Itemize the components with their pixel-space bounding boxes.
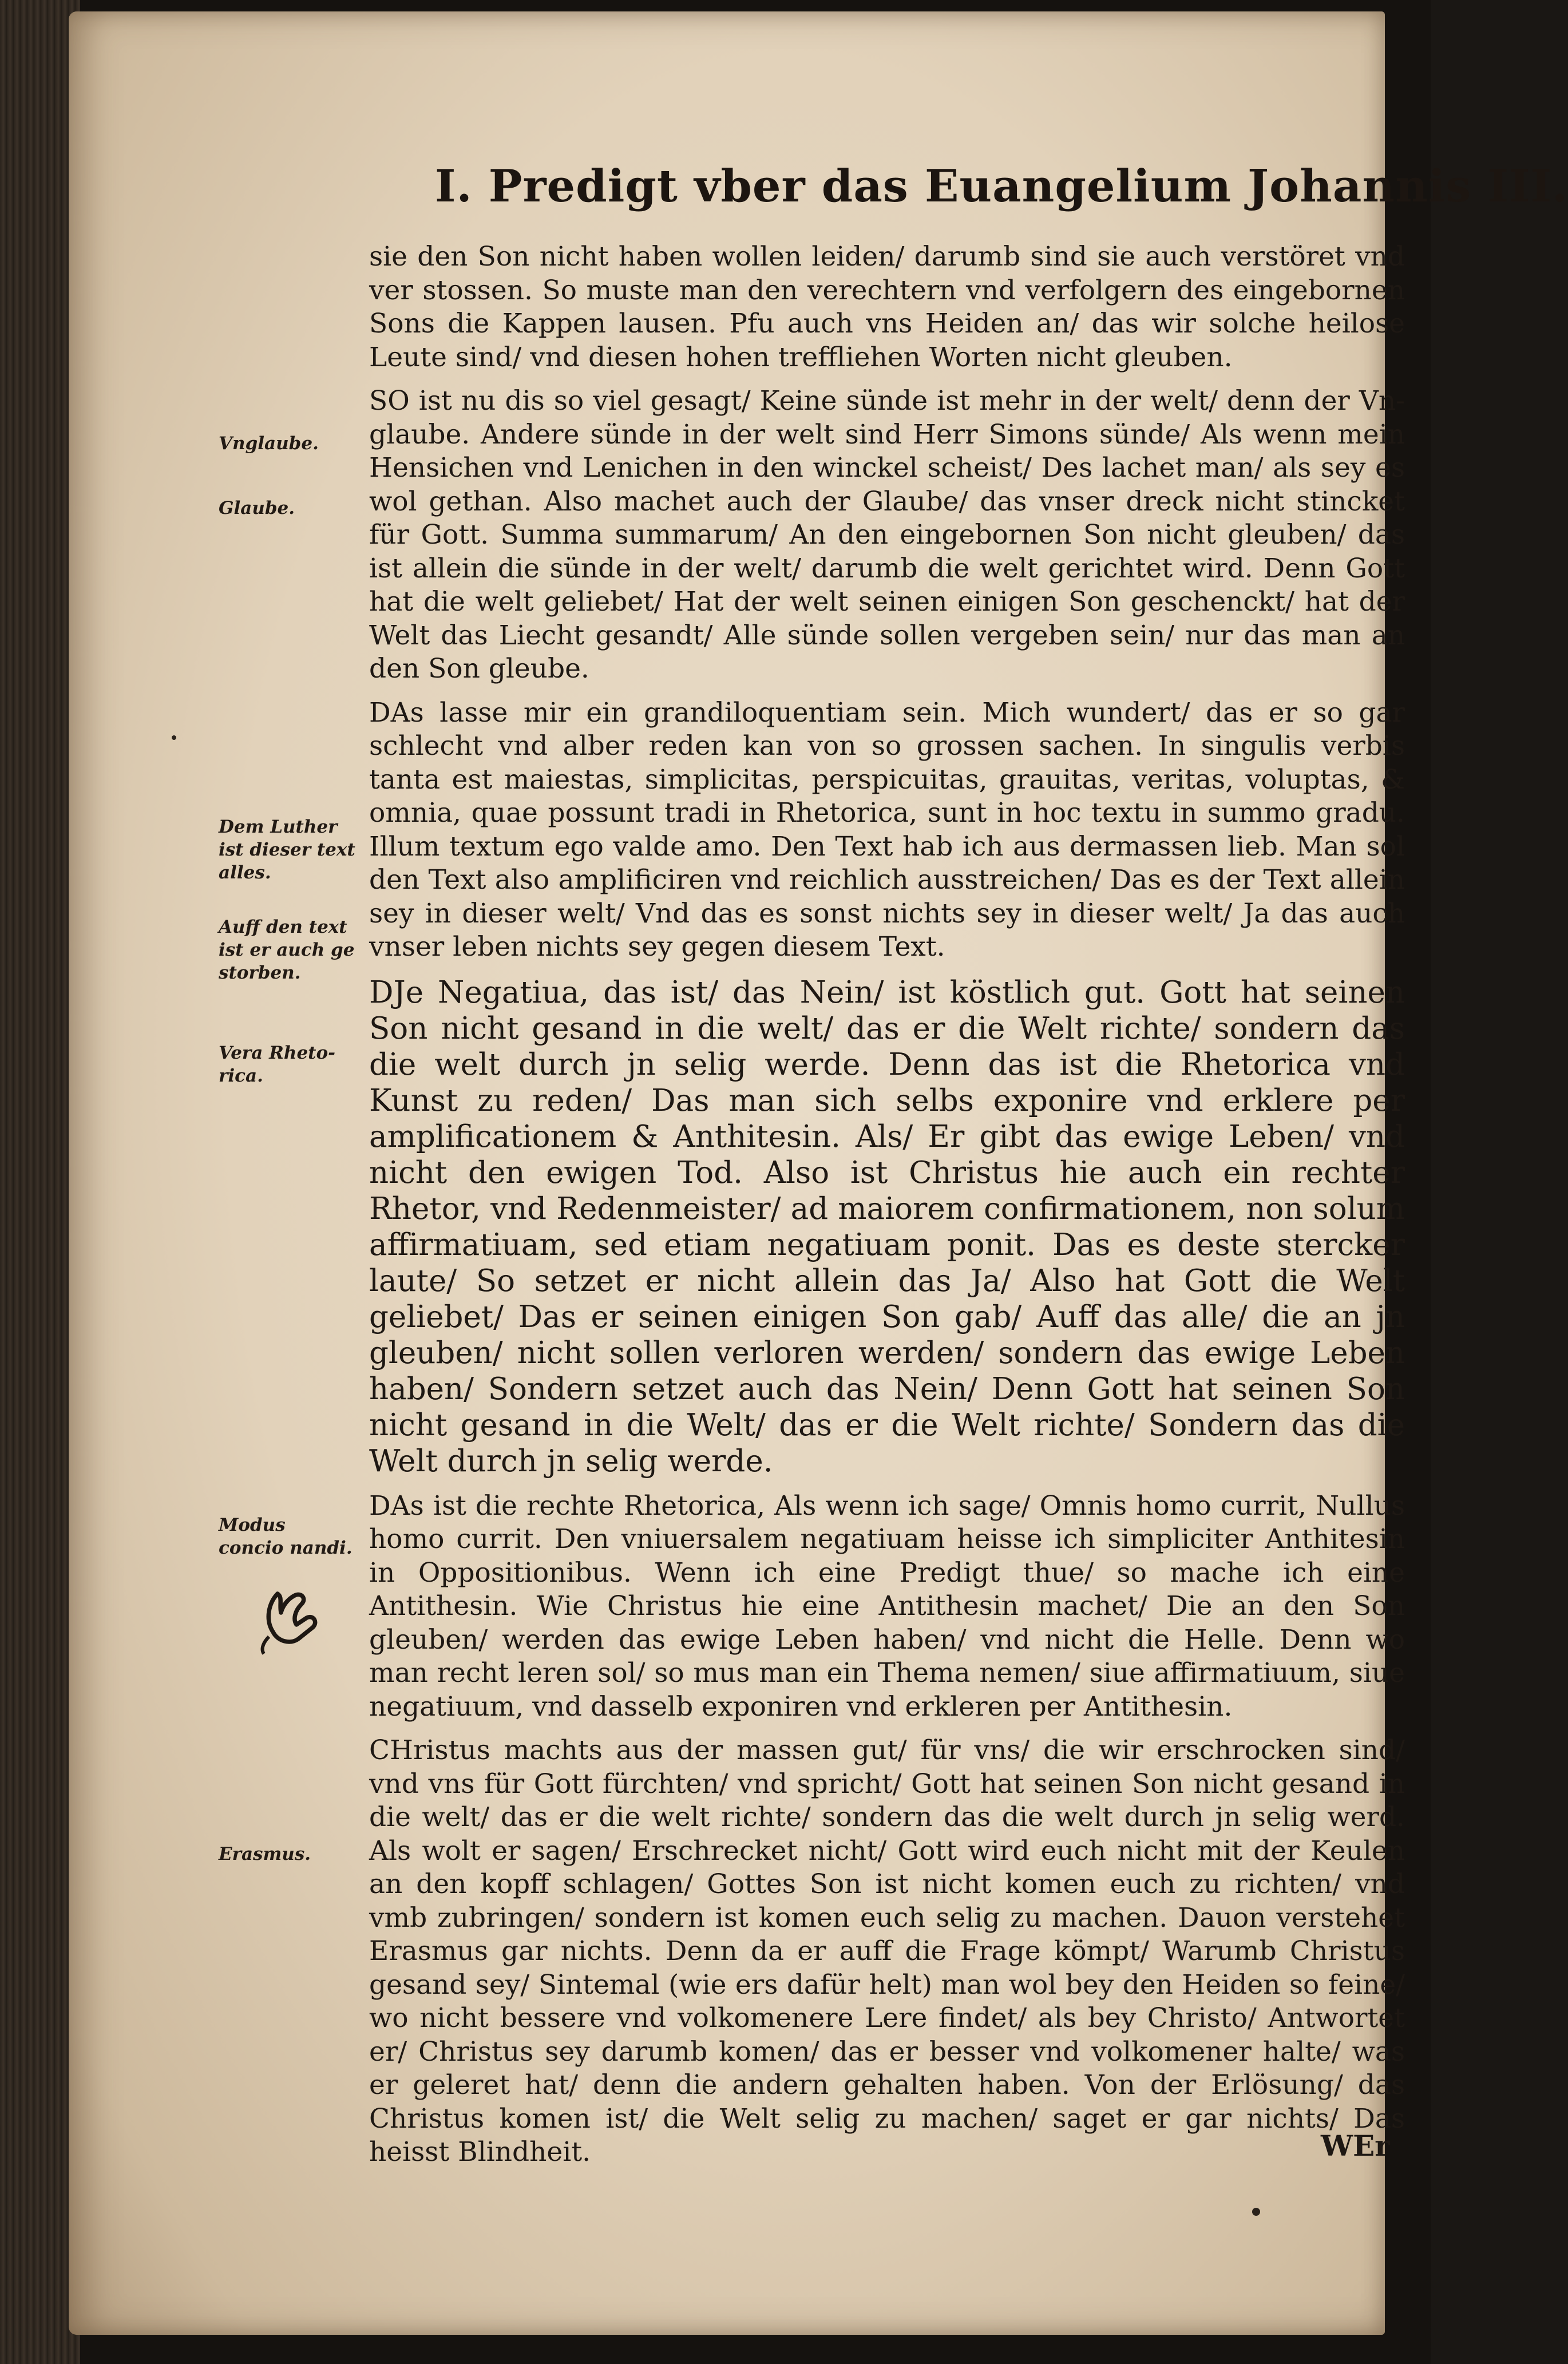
margin-note-glaube: Glaube. xyxy=(219,498,295,518)
margin-note-luther-text: Dem Luther ist dieser text alles. xyxy=(219,817,355,883)
margin-note-unglaube: Vnglaube. xyxy=(219,433,319,454)
running-title: I. Predigt vber das Euangelium Johannis III. xyxy=(435,160,1568,212)
paragraph-5: DAs ist die rechte Rhetorica, Als wenn ich sage/ Omnis homo currit, Nullus homo currit. Den vniuersalem negatiuam heisse ich simpliciter Anthitesin in Oppositionibus. Wenn ich eine Predigt thue/ so mache ich eine Antithesin. Wie Christus hie eine Antithesin machet/ Die an den Son gleuben/ werden das ewige Leben haben/ vnd nicht die Helle. Denn wo man recht leren sol/ so mus man ein Thema nemen/ siue affirmatiuum, siue negatiuum, vnd dasselb exponiren vnd erkleren per Antithesin. xyxy=(369,1490,1405,1722)
manicule-icon xyxy=(252,1577,338,1662)
paragraph-3: DAs lasse mir ein grandiloquentiam sein. Mich wundert/ das er so gar schlecht vnd alber reden kan von so grossen sachen. In singulis verbis tanta est maiestas, simplicitas, perspicuitas, grauitas, veritas, voluptas, & omnia, quae possunt tradi in Rhetorica, sunt in hoc textu in summo gradu. Illum textum ego valde amo. Den Text hab ich aus dermassen lieb. Man sol den Text also amplificiren vnd reichlich ausstreichen/ Das es der Text allein sey in dieser welt/ Vnd das es sonst nichts sey in dieser welt/ Ja das auch vnser leben nichts sey gegen diesem Text. xyxy=(369,696,1405,963)
margin-note-modus-concionandi: Modus concio nandi. xyxy=(219,1515,353,1558)
margin-note-erasmus: Erasmus. xyxy=(219,1844,311,1864)
catchword: WEr xyxy=(1321,2129,1390,2163)
book-page xyxy=(69,11,1568,2335)
margin-note-vera-rhetorica: Vera Rheto- rica. xyxy=(219,1043,336,1086)
sermon-text xyxy=(369,240,1405,2180)
ink-spot xyxy=(172,735,176,740)
margin-note-gestorben: Auff den text ist er auch ge storben. xyxy=(219,917,355,983)
paragraph-4: DJe Negatiua, das ist/ das Nein/ ist köstlich gut. Gott hat seinen Son nicht gesand in die welt/ das er die Welt richte/ sondern das die welt durch jn selig werde. Denn das ist die Rhetorica vnd Kunst zu reden/ Das man sich selbs exponire vnd erklere per amplificationem & Anthitesin. Als/ Er gibt das ewige Leben/ vnd nicht den ewigen Tod. Also ist Christus hie auch ein rechter Rhetor, vnd Redenmeister/ ad maiorem confirmationem, non solum affirmatiuam, sed etiam negatiuam ponit. Das es deste stercker laute/ So setzet er nicht allein das Ja/ Also hat Gott die Welt geliebet/ Das er seinen einigen Son gab/ Auff das alle/ die an jn gleuben/ nicht sollen verloren werden/ sondern das ewige Leben haben/ Sondern setzet auch das Nein/ Denn Gott hat seinen Son nicht gesand in die Welt/ das er die Welt richte/ Sondern das die Welt durch jn selig werde. xyxy=(369,975,1405,1479)
paragraph-1: sie den Son nicht haben wollen leiden/ darumb sind sie auch verstöret vnd ver stossen. So muste man den verechtern vnd verfolgern des eingebornen Sons die Kappen lausen. Pfu auch vns Heiden an/ das wir solche heilose Leute sind/ vnd diesen hohen treffliehen Worten nicht gleuben. xyxy=(369,241,1405,373)
ink-spot xyxy=(1252,2208,1260,2216)
paragraph-2: SO ist nu dis so viel gesagt/ Keine sünde ist mehr in der welt/ denn der Vn- glaube. Andere sünde in der welt sind Herr Simons sünde/ Als wenn mein Hensichen vnd Lenichen in den winckel scheist/ Des lachet man/ als sey es wol gethan. Also machet auch der Glaube/ das vnser dreck nicht stincket für Gott. Summa summarum/ An den eingebornen Son nicht gleuben/ das ist allein die sünde in der welt/ darumb die welt gerichtet wird. Denn Gott hat die welt geliebet/ Hat der welt seinen einigen Son geschenckt/ hat der Welt das Liecht gesandt/ Alle sünde sollen vergeben sein/ nur das man an den Son gleube. xyxy=(369,385,1405,684)
book-page-edges xyxy=(0,0,80,2364)
paragraph-6: CHristus machts aus der massen gut/ für vns/ die wir erschrocken sind/ vnd vns für Gott fürchten/ vnd spricht/ Gott hat seinen Son nicht gesand in die welt/ das er die welt richte/ sondern das die welt durch jn selig werd. Als wolt er sagen/ Erschrecket nicht/ Gott wird euch nicht mit der Keulen an den kopff schlagen/ Gottes Son ist nicht komen euch zu richten/ vnd vmb zubringen/ sondern ist komen euch selig zu machen. Dauon verstehet Erasmus gar nichts. Denn da er auff die Frage kömpt/ Warumb Christus gesand sey/ Sintemal (wie ers dafür helt) man wol bey den Heiden so feine/ wo nicht bessere vnd volkomenere Lere findet/ als bey Christo/ Antwortet er/ Christus sey darumb komen/ das er besser vnd volkomener halte/ was er geleret hat/ denn die andern gehalten haben. Von der Erlösung/ das Christus komen ist/ die Welt selig zu machen/ saget er gar nichts/ Das heisst Blindheit. xyxy=(369,1735,1405,2168)
